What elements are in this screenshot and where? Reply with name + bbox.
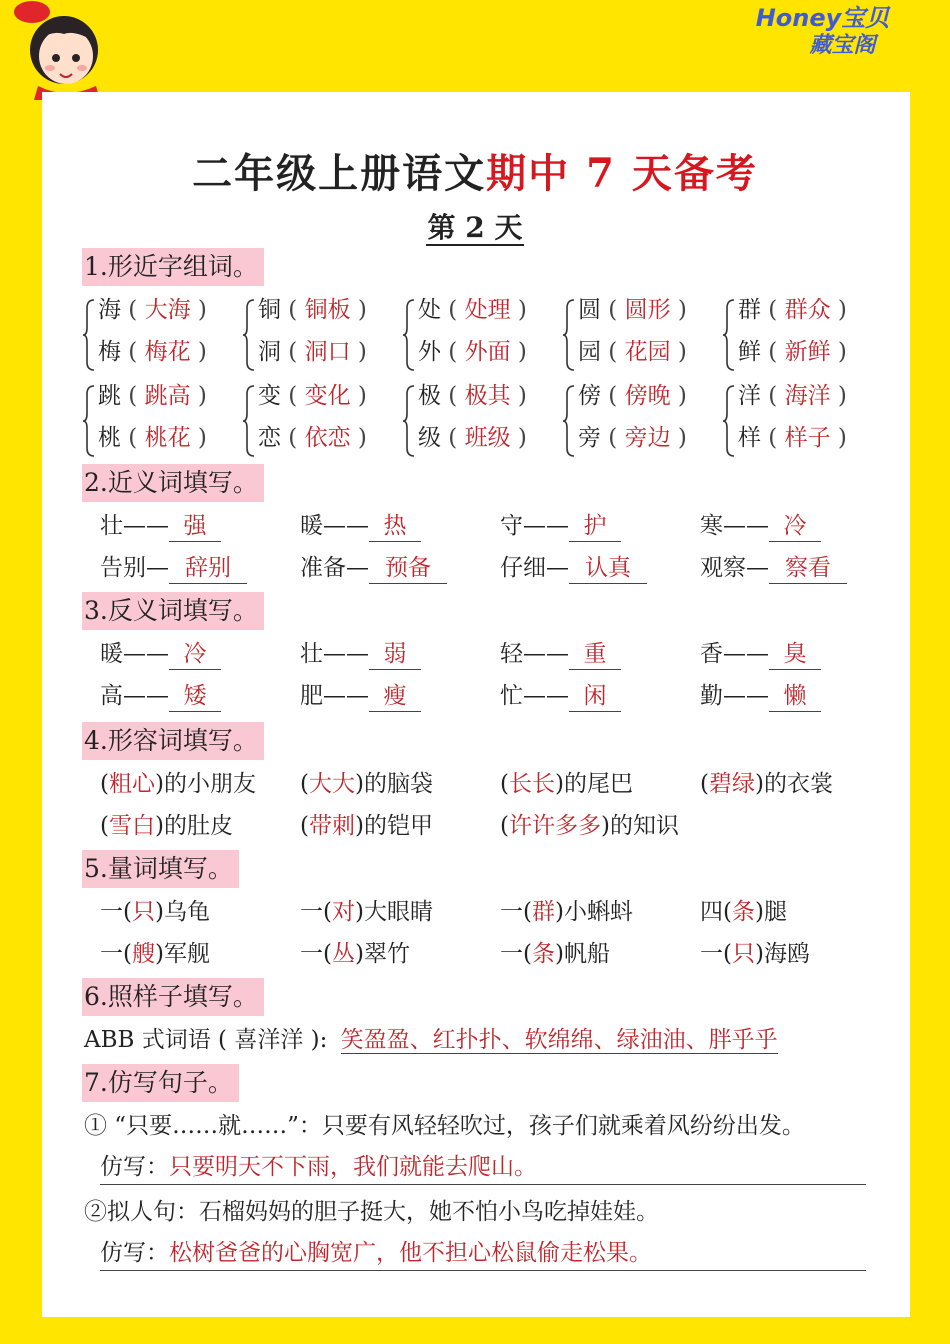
paren-open: ( xyxy=(123,941,132,967)
char-pair-line xyxy=(98,376,207,416)
measure-answer: 条 xyxy=(731,899,755,925)
paren-open: ( xyxy=(281,383,305,409)
char-pair-group xyxy=(402,290,562,380)
word-answer: 梅花 xyxy=(144,339,191,365)
adjective-answer: 粗心 xyxy=(108,771,155,797)
paren-open: ( xyxy=(761,297,785,323)
brace-icon xyxy=(402,298,416,372)
word-answer: 旁边 xyxy=(624,425,671,451)
paren-open: ( xyxy=(300,771,309,797)
paren-open: ( xyxy=(121,339,145,365)
adjective-item xyxy=(700,764,833,804)
char-pair-line xyxy=(578,332,687,372)
paren-open: ( xyxy=(700,771,709,797)
noun: 腿 xyxy=(763,899,787,925)
paren-close: ) xyxy=(154,899,164,925)
char-pair-line xyxy=(418,332,527,372)
word-answer: 外面 xyxy=(464,339,511,365)
char: 外 xyxy=(418,339,441,365)
section-4-heading: 4.形容词填写。 xyxy=(82,722,264,760)
noun: 海鸥 xyxy=(763,941,810,967)
section-2-heading: 2.近义词填写。 xyxy=(82,464,264,502)
adjective-item xyxy=(100,806,233,846)
paren-open: ( xyxy=(100,813,109,839)
noun-phrase: 的铠甲 xyxy=(363,813,433,839)
paren-close: ) xyxy=(754,771,764,797)
paren-close: ) xyxy=(190,339,207,365)
number-word: 一 xyxy=(500,941,523,967)
paren-open: ( xyxy=(723,899,732,925)
adjective-answer: 许许多多 xyxy=(508,813,601,839)
answer-blank: 预备 xyxy=(369,553,447,584)
paren-close: ) xyxy=(354,813,364,839)
synonym-item xyxy=(300,548,447,588)
prompt-word: 准备— xyxy=(300,555,369,581)
answer-blank: 护 xyxy=(569,511,621,542)
paren-close: ) xyxy=(830,339,847,365)
char: 变 xyxy=(258,383,281,409)
char-pair-group xyxy=(82,290,242,380)
word-answer: 圆形 xyxy=(624,297,671,323)
char-pair-group xyxy=(242,376,402,466)
synonym-item xyxy=(700,548,847,588)
word-answer: 班级 xyxy=(464,425,511,451)
measure-item xyxy=(700,892,787,932)
char: 洋 xyxy=(738,383,761,409)
char: 恋 xyxy=(258,425,281,451)
word-answer: 变化 xyxy=(304,383,351,409)
measure-item xyxy=(100,934,210,974)
paren-open: ( xyxy=(601,383,625,409)
measure-answer: 条 xyxy=(531,941,555,967)
number-word: 四 xyxy=(700,899,723,925)
char: 洞 xyxy=(258,339,281,365)
synonym-item xyxy=(500,506,621,546)
adjective-item xyxy=(300,764,433,804)
measure-answer: 丛 xyxy=(331,941,355,967)
answer-blank: 察看 xyxy=(769,553,847,584)
noun: 军舰 xyxy=(163,941,210,967)
adjective-item xyxy=(500,764,633,804)
paren-open: ( xyxy=(441,425,465,451)
antonym-item xyxy=(500,676,621,716)
word-answer: 桃花 xyxy=(144,425,191,451)
char: 圆 xyxy=(578,297,601,323)
char-pair-group xyxy=(562,376,722,466)
paren-open: ( xyxy=(323,899,332,925)
noun-phrase: 的肚皮 xyxy=(163,813,233,839)
answer-blank: 臭 xyxy=(769,639,821,670)
answer-blank: 冷 xyxy=(769,511,821,542)
measure-answer: 艘 xyxy=(131,941,155,967)
paren-close: ) xyxy=(830,425,847,451)
paren-close: ) xyxy=(554,899,564,925)
adjective-item xyxy=(100,764,256,804)
char-pair-group xyxy=(562,290,722,380)
paren-open: ( xyxy=(281,339,305,365)
adjective-item xyxy=(500,806,679,846)
answer-blank: 强 xyxy=(169,511,221,542)
number-word: 一 xyxy=(700,941,723,967)
char: 群 xyxy=(738,297,761,323)
char: 鲜 xyxy=(738,339,761,365)
char-pair-line xyxy=(258,376,367,416)
prompt-word: 寒—— xyxy=(700,513,769,539)
paren-close: ) xyxy=(830,383,847,409)
prompt-word: 轻—— xyxy=(500,641,569,667)
paren-close: ) xyxy=(350,425,367,451)
word-answer: 处理 xyxy=(464,297,511,323)
adjective-row xyxy=(0,806,950,846)
char-pair-group xyxy=(722,376,882,466)
paren-close: ) xyxy=(354,899,364,925)
adjective-answer: 雪白 xyxy=(108,813,155,839)
abb-label: ABB 式词语 ( 喜洋洋 ): xyxy=(84,1027,328,1053)
noun: 乌龟 xyxy=(163,899,210,925)
paren-close: ) xyxy=(510,297,527,323)
answer-blank: 懒 xyxy=(769,681,821,712)
paren-open: ( xyxy=(300,813,309,839)
brace-icon xyxy=(722,298,736,372)
paren-close: ) xyxy=(154,771,164,797)
sentence-question-1: ① “只要……就……”：只要有风轻轻吹过，孩子们就乘着风纷纷出发。 xyxy=(84,1113,805,1139)
noun-phrase: 的知识 xyxy=(609,813,679,839)
word-answer: 新鲜 xyxy=(784,339,831,365)
paren-open: ( xyxy=(281,425,305,451)
synonym-row xyxy=(0,506,950,546)
char-pair-line xyxy=(258,290,367,330)
char: 铜 xyxy=(258,297,281,323)
measure-item xyxy=(300,892,433,932)
paren-close: ) xyxy=(510,339,527,365)
char-pair-line xyxy=(578,418,687,458)
paren-open: ( xyxy=(601,339,625,365)
brace-icon xyxy=(562,298,576,372)
paren-open: ( xyxy=(761,339,785,365)
antonym-item xyxy=(700,634,821,674)
measure-answer: 群 xyxy=(531,899,555,925)
antonym-item xyxy=(500,634,621,674)
paren-close: ) xyxy=(350,383,367,409)
abb-answer: 笑盈盈、红扑扑、软绵绵、绿油油、胖乎乎 xyxy=(340,1027,778,1053)
antonym-item xyxy=(300,634,421,674)
paren-close: ) xyxy=(830,297,847,323)
paren-open: ( xyxy=(761,383,785,409)
word-answer: 铜板 xyxy=(304,297,351,323)
adjective-answer: 碧绿 xyxy=(708,771,755,797)
paren-open: ( xyxy=(761,425,785,451)
char-pair-line xyxy=(98,332,207,372)
prompt-word: 仔细— xyxy=(500,555,569,581)
paren-open: ( xyxy=(441,383,465,409)
brace-icon xyxy=(722,384,736,458)
measure-answer: 只 xyxy=(731,941,755,967)
char-pair-line xyxy=(738,376,847,416)
paren-open: ( xyxy=(121,425,145,451)
answer-blank: 冷 xyxy=(169,639,221,670)
paren-open: ( xyxy=(523,941,532,967)
paren-open: ( xyxy=(601,297,625,323)
adjective-answer: 长长 xyxy=(508,771,555,797)
synonym-item xyxy=(700,506,821,546)
sentence-answer-2: 仿写：松树爸爸的心胸宽广，他不担心松鼠偷走松果。 xyxy=(100,1236,866,1271)
measure-row xyxy=(0,934,950,974)
synonym-item xyxy=(100,548,247,588)
antonym-item xyxy=(700,676,821,716)
char-pair-line xyxy=(258,332,367,372)
prompt-word: 香—— xyxy=(700,641,769,667)
paren-open: ( xyxy=(281,297,305,323)
char-pair-group xyxy=(242,290,402,380)
section-6-heading: 6.照样子填写。 xyxy=(82,978,264,1016)
prompt-word: 观察— xyxy=(700,555,769,581)
paren-open: ( xyxy=(100,771,109,797)
prompt-word: 勤—— xyxy=(700,683,769,709)
word-answer: 样子 xyxy=(784,425,831,451)
paren-close: ) xyxy=(154,941,164,967)
antonym-item xyxy=(100,634,221,674)
answer-blank: 矮 xyxy=(169,681,221,712)
section-3-heading: 3.反义词填写。 xyxy=(82,592,264,630)
paren-open: ( xyxy=(523,899,532,925)
paren-open: ( xyxy=(441,339,465,365)
char-pair-line xyxy=(98,418,207,458)
paren-close: ) xyxy=(670,383,687,409)
paren-open: ( xyxy=(121,297,145,323)
paren-close: ) xyxy=(154,813,164,839)
word-answer: 海洋 xyxy=(784,383,831,409)
measure-answer: 只 xyxy=(131,899,155,925)
char-pair-line xyxy=(98,290,207,330)
synonym-item xyxy=(500,548,647,588)
paren-close: ) xyxy=(754,899,764,925)
paren-close: ) xyxy=(600,813,610,839)
measure-answer: 对 xyxy=(331,899,355,925)
paren-open: ( xyxy=(323,941,332,967)
noun: 帆船 xyxy=(563,941,610,967)
char-pair-line xyxy=(738,290,847,330)
paren-close: ) xyxy=(670,297,687,323)
synonym-item xyxy=(300,506,421,546)
word-answer: 花园 xyxy=(624,339,671,365)
paren-close: ) xyxy=(670,425,687,451)
noun: 大眼睛 xyxy=(363,899,433,925)
word-answer: 大海 xyxy=(144,297,191,323)
number-word: 一 xyxy=(300,941,323,967)
adjective-row xyxy=(0,764,950,804)
brace-icon xyxy=(562,384,576,458)
char: 极 xyxy=(418,383,441,409)
adjective-answer: 大大 xyxy=(308,771,355,797)
measure-item xyxy=(700,934,810,974)
synonym-item xyxy=(100,506,221,546)
antonym-row xyxy=(0,676,950,716)
char-pair-line xyxy=(418,376,527,416)
brace-icon xyxy=(82,298,96,372)
adjective-answer: 带刺 xyxy=(308,813,355,839)
prompt-word: 壮—— xyxy=(300,641,369,667)
measure-item xyxy=(100,892,210,932)
measure-row xyxy=(0,892,950,932)
char-pair-line xyxy=(418,418,527,458)
char-pair-line xyxy=(738,332,847,372)
char-pair-group xyxy=(402,376,562,466)
char: 园 xyxy=(578,339,601,365)
paren-open: ( xyxy=(123,899,132,925)
word-answer: 群众 xyxy=(784,297,831,323)
paren-open: ( xyxy=(121,383,145,409)
char-pair-line xyxy=(418,290,527,330)
brace-icon xyxy=(82,384,96,458)
char: 处 xyxy=(418,297,441,323)
word-answer: 极其 xyxy=(464,383,511,409)
answer-blank: 瘦 xyxy=(369,681,421,712)
antonym-row xyxy=(0,634,950,674)
section-7-heading: 7.仿写句子。 xyxy=(82,1064,239,1102)
synonym-row xyxy=(0,548,950,588)
number-word: 一 xyxy=(100,899,123,925)
prompt-word: 壮—— xyxy=(100,513,169,539)
char-pair-group xyxy=(82,376,242,466)
char: 旁 xyxy=(578,425,601,451)
brace-icon xyxy=(242,298,256,372)
char-pair-line xyxy=(738,418,847,458)
sentence-answer-1: 仿写：只要明天不下雨，我们就能去爬山。 xyxy=(100,1150,866,1185)
brace-icon xyxy=(402,384,416,458)
prompt-word: 暖—— xyxy=(300,513,369,539)
noun: 翠竹 xyxy=(363,941,410,967)
answer-blank: 弱 xyxy=(369,639,421,670)
number-word: 一 xyxy=(100,941,123,967)
paren-close: ) xyxy=(354,941,364,967)
measure-item xyxy=(500,934,610,974)
sentence-question-2: ②拟人句：石榴妈妈的胆子挺大，她不怕小鸟吃掉娃娃。 xyxy=(84,1199,659,1225)
paren-close: ) xyxy=(190,383,207,409)
answer-blank: 认真 xyxy=(569,553,647,584)
char-pair-group xyxy=(722,290,882,380)
prompt-word: 告别— xyxy=(100,555,169,581)
noun-phrase: 的尾巴 xyxy=(563,771,633,797)
prompt-word: 忙—— xyxy=(500,683,569,709)
measure-item xyxy=(300,934,410,974)
paren-close: ) xyxy=(510,425,527,451)
answer-blank: 辞别 xyxy=(169,553,247,584)
noun: 小蝌蚪 xyxy=(563,899,633,925)
char-pair-line xyxy=(258,418,367,458)
prompt-word: 守—— xyxy=(500,513,569,539)
char-pair-line xyxy=(578,376,687,416)
char: 桃 xyxy=(98,425,121,451)
char: 跳 xyxy=(98,383,121,409)
section-1-heading: 1.形近字组词。 xyxy=(82,248,264,286)
paren-close: ) xyxy=(350,297,367,323)
char: 傍 xyxy=(578,383,601,409)
char: 样 xyxy=(738,425,761,451)
word-answer: 洞口 xyxy=(304,339,351,365)
brand-watermark: Honey宝贝 藏宝阁 xyxy=(755,4,890,58)
word-answer: 跳高 xyxy=(144,383,191,409)
page-title: 二年级上册语文期中 7 天备考 xyxy=(192,150,758,197)
char: 梅 xyxy=(98,339,121,365)
measure-item xyxy=(500,892,633,932)
paren-open: ( xyxy=(601,425,625,451)
paren-close: ) xyxy=(190,297,207,323)
paren-close: ) xyxy=(554,771,564,797)
number-word: 一 xyxy=(300,899,323,925)
paren-close: ) xyxy=(510,383,527,409)
adjective-item xyxy=(300,806,433,846)
antonym-item xyxy=(100,676,221,716)
paren-open: ( xyxy=(723,941,732,967)
cartoon-girl-logo xyxy=(4,0,114,100)
day-label: 第 2 天 xyxy=(427,211,523,244)
char-pair-line xyxy=(578,290,687,330)
answer-blank: 重 xyxy=(569,639,621,670)
char: 级 xyxy=(418,425,441,451)
antonym-item xyxy=(300,676,421,716)
paren-close: ) xyxy=(670,339,687,365)
paren-open: ( xyxy=(500,813,509,839)
answer-blank: 闲 xyxy=(569,681,621,712)
paren-close: ) xyxy=(554,941,564,967)
paren-close: ) xyxy=(350,339,367,365)
paren-close: ) xyxy=(190,425,207,451)
prompt-word: 暖—— xyxy=(100,641,169,667)
brace-icon xyxy=(242,384,256,458)
paren-close: ) xyxy=(754,941,764,967)
word-answer: 依恋 xyxy=(304,425,351,451)
char: 海 xyxy=(98,297,121,323)
noun-phrase: 的衣裳 xyxy=(763,771,833,797)
paren-open: ( xyxy=(500,771,509,797)
noun-phrase: 的脑袋 xyxy=(363,771,433,797)
prompt-word: 肥—— xyxy=(300,683,369,709)
number-word: 一 xyxy=(500,899,523,925)
prompt-word: 高—— xyxy=(100,683,169,709)
noun-phrase: 的小朋友 xyxy=(163,771,256,797)
paren-close: ) xyxy=(354,771,364,797)
answer-blank: 热 xyxy=(369,511,421,542)
abb-exercise xyxy=(84,1020,778,1060)
section-5-heading: 5.量词填写。 xyxy=(82,850,239,888)
word-answer: 傍晚 xyxy=(624,383,671,409)
paren-open: ( xyxy=(441,297,465,323)
